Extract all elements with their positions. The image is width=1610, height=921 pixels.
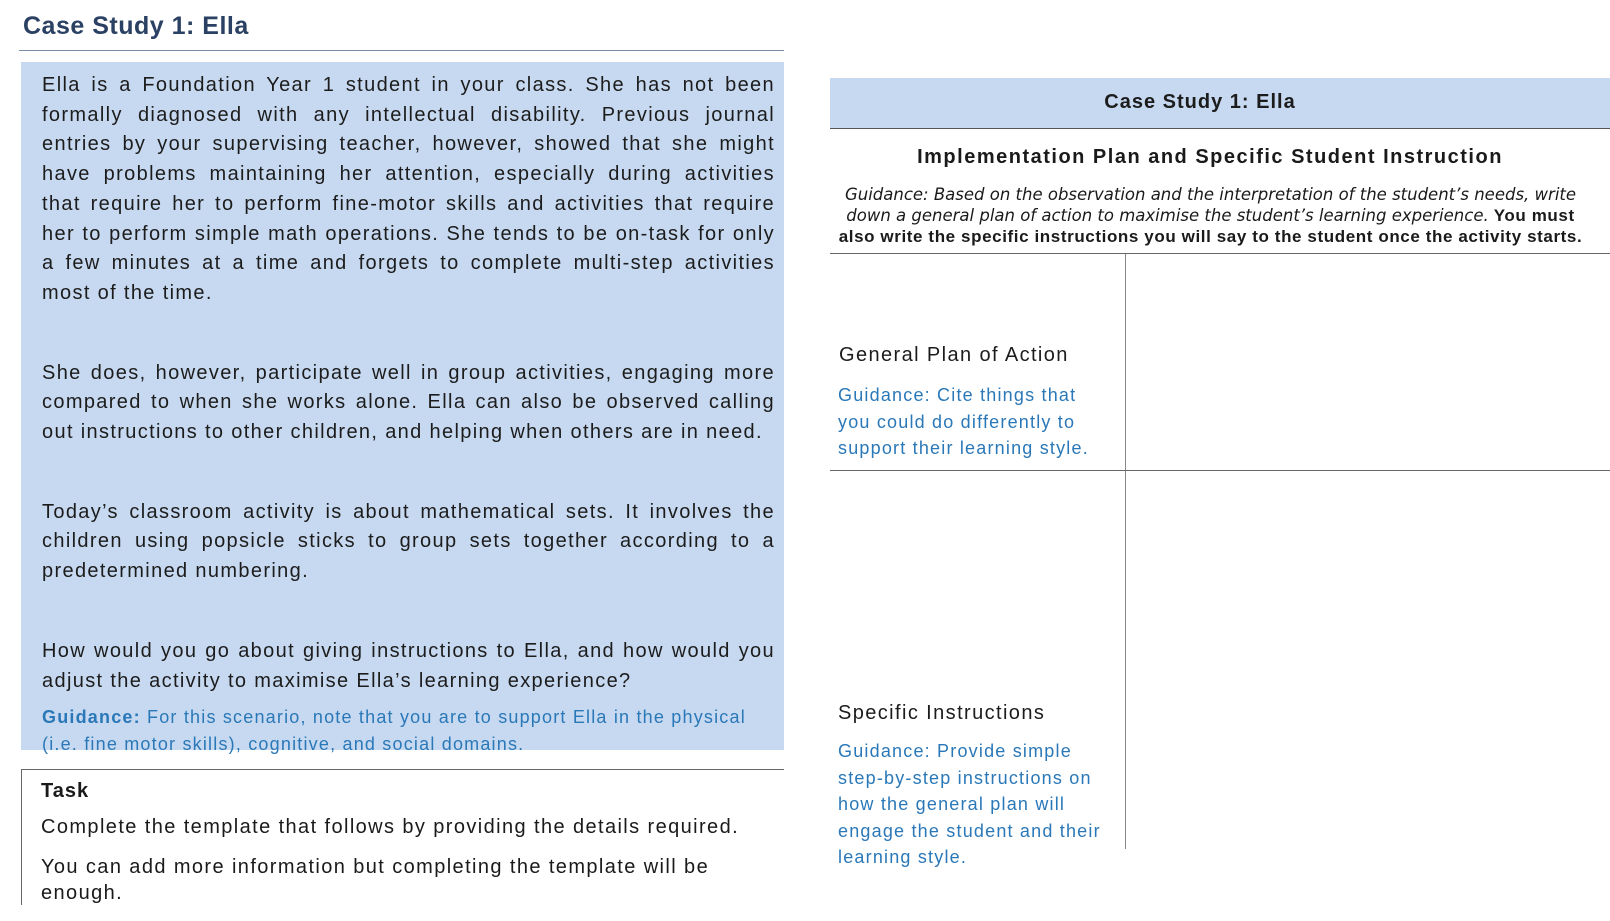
task-heading: Task (41, 780, 90, 802)
page-title: Case Study 1: Ella (23, 12, 249, 40)
template-guidance-bold: You must also write the specific instructions you will say to the student once the activity starts. (838, 206, 1583, 246)
title-divider (19, 50, 784, 51)
table-top-border (830, 253, 1610, 254)
task-instruction: You can add more information but completing the template will be enough. (41, 856, 710, 904)
scenario-paragraph: Today’s classroom activity is about mathematical sets. It involves the children using popsicle sticks to group sets together according to a predetermined numbering. (42, 500, 775, 583)
implementation-template (830, 78, 1610, 873)
scenario-guidance (42, 704, 775, 758)
scenario-paragraph: Ella is a Foundation Year 1 student in your class. She has not been formally diagnosed with any intellectual disability. Previous journal entries by your supervising teacher, however, showed that she might have problems maintaining her attention, especially during activities that require her to perform fine-motor skills and activities that require her to perform simple math operations. She tends to be on-task for only a few minutes at a time and forgets to complete multi-step activities most of the time. (42, 74, 775, 304)
task-panel (21, 769, 784, 905)
guidance-text: For this scenario, note that you are to support Ella in the physical (i.e. fine motor skills), cognitive, and social domains. (42, 707, 746, 755)
table-row-divider (830, 470, 1610, 471)
row-label-specific-instructions: Specific Instructions (838, 702, 1046, 724)
scenario-paragraph: She does, however, participate well in group activities, engaging more compared to when she works alone. Ella can also be observed calling out instructions to other children, and helping when others are in need. (42, 361, 775, 444)
row-label-general-plan: General Plan of Action (839, 344, 1069, 366)
scenario-question: How would you go about giving instructions to Ella, and how would you adjust the activity to maximise Ella’s learning experience? (42, 639, 775, 692)
template-subtitle: Implementation Plan and Specific Student Instruction (917, 146, 1503, 168)
scenario-panel (21, 62, 784, 755)
guidance-label: Guidance: (42, 707, 141, 728)
template-header: Case Study 1: Ella (830, 78, 1610, 129)
template-guidance (838, 184, 1583, 247)
table-column-divider (1125, 254, 1126, 849)
task-instruction: Complete the template that follows by providing the details required. (41, 816, 740, 838)
template-guidance-italic: Guidance: Based on the observation and the interpretation of the student’s needs, write down a general plan of action to maximise the student’s learning experience. (844, 185, 1577, 225)
general-plan-entry-cell[interactable] (1127, 255, 1610, 469)
row-guidance-specific-instructions: Guidance: Provide simple step-by-step instructions on how the general plan will engage the student and their learning style. (838, 741, 1101, 867)
specific-instructions-entry-cell[interactable] (1127, 472, 1610, 849)
row-guidance-general-plan: Guidance: Cite things that you could do differently to support their learning style. (838, 385, 1089, 458)
